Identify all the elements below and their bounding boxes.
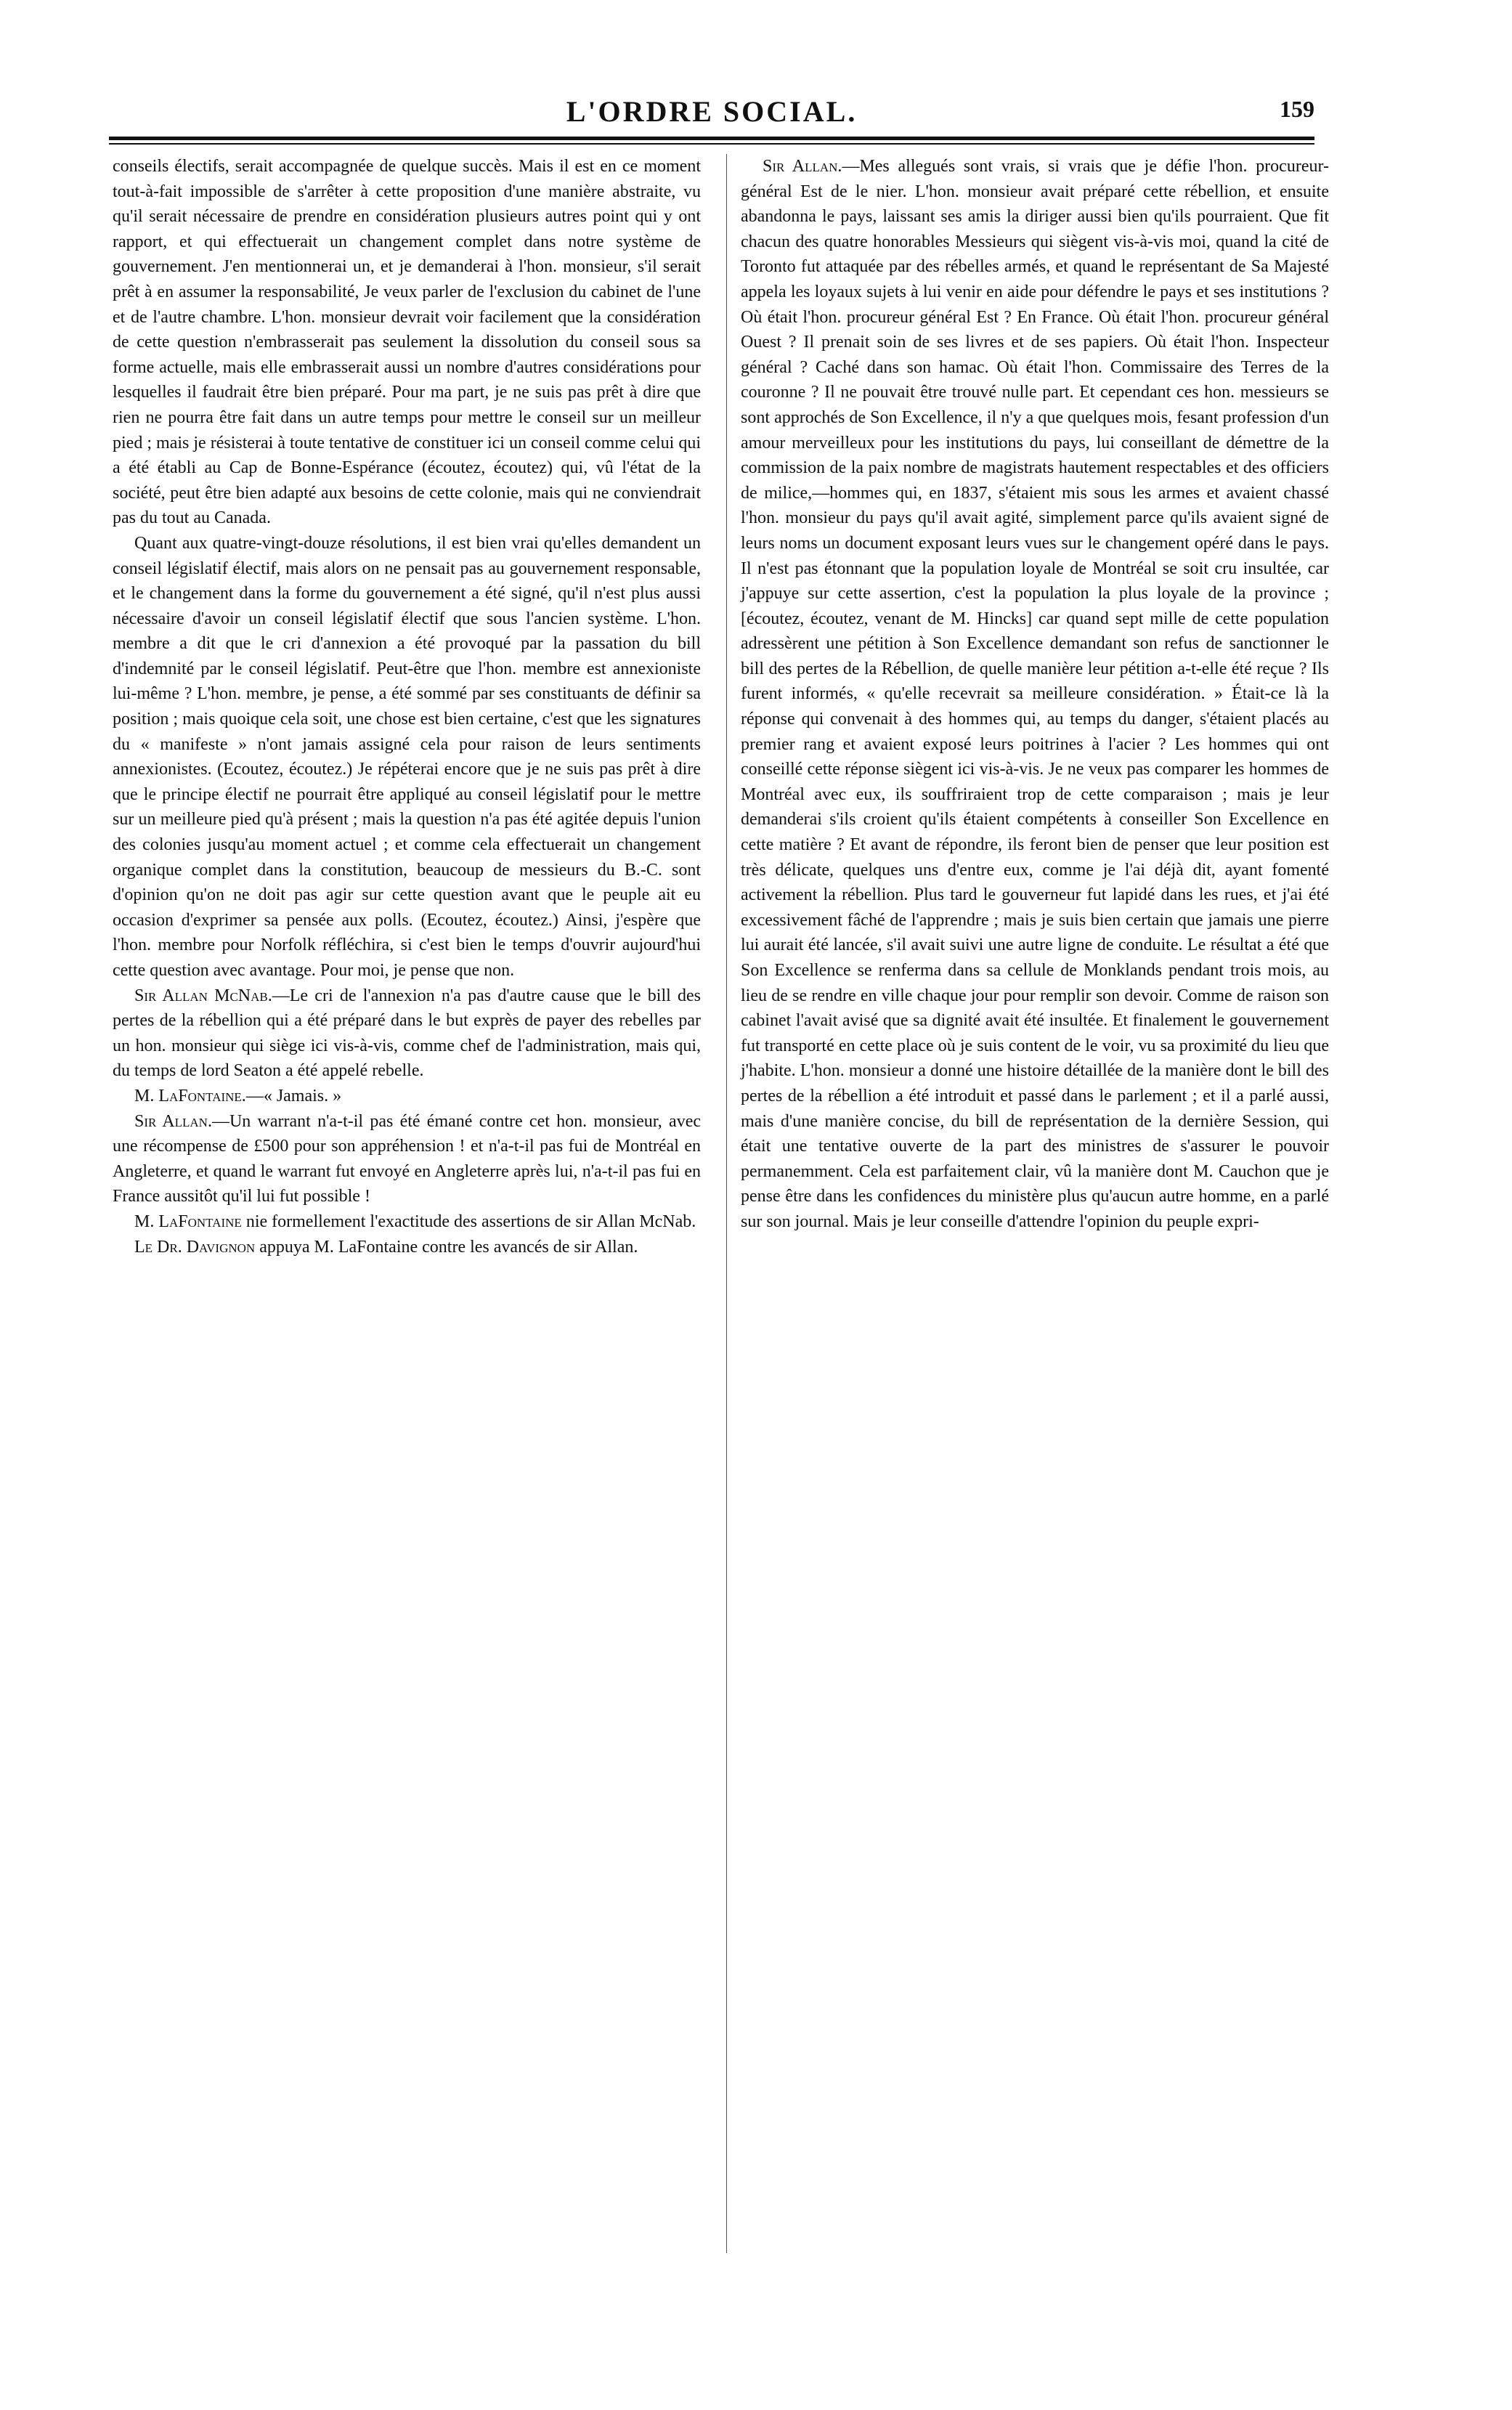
paragraph: conseils électifs, serait accompagnée de quelque succès. Mais il est en ce moment tout-à-fait impossible de s'arrêter à cette proposition d'une manière abstraite, vu qu'il serait nécessaire de prendre en considération plusieurs autres point qui y ont rapport, et qui effectuerait un changement complet dans notre système de gouvernement. J'en mentionnerai un, et je demanderai à l'hon. monsieur, s'il serait prêt à en assumer la responsabilité, Je veux parler de l'exclusion du cabinet de l'une et de l'autre chambre. L'hon. monsieur devrait voir facilement que la considération de cette question n'embrasserait pas seulement la dissolution du conseil sous sa forme actuelle, mais elle embrasserait aussi un nombre d'autres considérations pour lesquelles il faudrait être bien préparé. Pour ma part, je ne suis pas prêt à dire que rien ne pourra être fait dans un autre temps pour mettre le conseil sur un meilleur pied ; mais je résisterai à toute tentative de constituer ici un conseil comme celui qui a été établi au Cap de Bonne-Espérance (écoutez, écoutez) qui, vû l'état de la société, peut être bien adapté aux besoins de cette colonie, mais qui ne conviendrait pas du tout au Canada. <box>113 157 701 528</box>
left-column <box>113 154 701 1259</box>
speaker-name: M. LaFontaine <box>134 1212 242 1231</box>
paragraph <box>113 1235 701 1260</box>
right-column <box>741 154 1329 1235</box>
column-divider <box>726 154 727 2253</box>
speaker-name: Sir Allan. <box>763 157 842 176</box>
paragraph <box>741 154 1329 1235</box>
paragraph: Quant aux quatre-vingt-douze résolutions, il est bien vrai qu'elles demandent un conseil législatif électif, mais alors on ne pensait pas au gouvernement responsable, et le changement dans la forme du gouvernement a été signé, qu'il n'est plus aussi nécessaire d'avoir un conseil législatif électif que sous l'ancien système. L'hon. membre a dit que le cri d'annexion a été provoqué par la passation du bill d'indemnité par le conseil législatif. Peut-être que l'hon. membre est annexioniste lui-même ? L'hon. membre, je pense, a été sommé par ses constituants de définir sa position ; mais quoique cela soit, une chose est bien certaine, c'est que les signatures du « manifeste » n'ont jamais assigné cela pour raison de leurs sentiments annexionistes. (Ecoutez, écoutez.) Je répéterai encore que je ne suis pas prêt à dire que le principe électif ne pourrait être appliqué au conseil législatif pour le mettre sur un meilleure pied qu'à présent ; mais la question n'a pas été agitée depuis l'union des colonies jusqu'au moment actuel ; et comme cela effectuerait un changement organique complet dans la constitution, beaucoup de messieurs du B.-C. sont d'opinion qu'on ne doit pas agir sur cette question avant que le peuple ait eu occasion d'exprimer sa pensée aux polls. (Ecoutez, écoutez.) Ainsi, j'espère que l'hon. membre pour Norfolk réfléchira, si c'est bien le temps d'ouvrir aujourd'hui cette question avec avantage. Pour moi, je pense que non. <box>113 533 701 980</box>
speech-text: nie formellement l'exactitude des assertions de sir Allan McNab. <box>241 1212 696 1231</box>
header-rule-thin <box>109 143 1314 145</box>
page-number: 159 <box>1280 96 1314 122</box>
paragraph <box>113 1109 701 1209</box>
speaker-name: Le Dr. Davignon <box>134 1237 256 1257</box>
speech-text: —Un warrant n'a-t-il pas été émané contre cet hon. monsieur, avec une récompense de £500 pour son appréhension ! et n'a-t-il pas fui de Montréal en Angleterre, et quand le warrant fut envoyé en Angleterre après lui, n'a-t-il pas fui en France aussitôt qu'il lui fut possible ! <box>113 1111 701 1206</box>
speaker-name: Sir Allan. <box>134 1111 212 1131</box>
running-title: L'ORDRE SOCIAL. <box>566 95 858 128</box>
speech-text: —Le cri de l'annexion n'a pas d'autre cause que le bill des pertes de la rébellion qui a été préparé dans le but exprès de payer des rebelles par un hon. monsieur qui siège ici vis-à-vis, comme chef de l'administration, mais qui, du temps de lord Seaton a été appelé rebelle. <box>113 986 702 1081</box>
page-header <box>109 87 1314 138</box>
speech-text: —« Jamais. » <box>245 1086 342 1105</box>
header-rule-thick <box>109 137 1314 140</box>
paragraph <box>113 983 701 1084</box>
speech-text: appuya M. LaFontaine contre les avancés de sir Allan. <box>255 1237 638 1257</box>
paragraph <box>113 1209 701 1235</box>
speech-text: —Mes allegués sont vrais, si vrais que je défie l'hon. procureur-général Est de le nier. L'hon. monsieur avait préparé cette rébellion, et ensuite abandonna le pays, laissant ses amis la diriger aussi bien qu'ils pourraient. Que fit chacun des quatre honorables Messieurs qui siègent vis-à-vis moi, quand la cité de Toronto fut attaquée par des rébelles armés, et quand le représentant de Sa Majesté appela les loyaux sujets à lui venir en aide pour défendre le pays et ses institutions ? Où était l'hon. procureur général Est ? En France. Où était l'hon. procureur général Ouest ? Il prenait soin de ses livres et de ses papiers. Où était l'hon. Inspecteur général ? Caché dans son hamac. Où était l'hon. Commissaire des Terres de la couronne ? Il ne pouvait être trouvé nulle part. Et cependant ces hon. messieurs se sont approchés de Son Excellence, il n'y a que quelques mois, fesant profession d'un amour merveilleux pour les institutions du pays, lui conseillant de démettre de la commission de la paix nombre de magistrats hautement respectables et des officiers de milice,—hommes qui, en 1837, s'étaient mis sous les armes et avaient chassé l'hon. monsieur du pays qu'il avait agité, simplement parce qu'ils avaient signé de leurs noms un document exposant leurs vues sur le changement opéré dans le pays. Il n'est pas étonnant que la population loyale de Montréal se soit cru insultée, car j'appuye sur cette assertion, c'est la population la plus loyale de la province ; [écoutez, écoutez, venant de M. Hincks] car quand sept mille de cette population adressèrent une pétition à Son Excellence demandant son refus de sanctionner le bill des pertes de la Rébellion, de quelle manière leur pétition a-t-elle été reçue ? Ils furent informés, « qu'elle recevrait sa meilleure considération. » Était-ce là la réponse qui convenait à des hommes qui, au temps du danger, s'étaient placés au premier rang et avaient exposé leurs poitrines à l'acier ? Les hommes qui ont conseillé cette réponse siègent ici vis-à-vis. Je ne veux pas comparer les hommes de Montréal avec eux, ils souffriraient trop de cette comparaison ; mais je leur demanderai s'ils croient qu'ils étaient compétents à conseiller Son Excellence en cette matière ? Et avant de répondre, ils feront bien de penser que leur position est très délicate, quelques uns d'entre eux, comme je l'ai déjà dit, ayant fomenté activement la rébellion. Plus tard le gouverneur fut lapidé dans les rues, et j'ai été excessivement fâché de l'apprendre ; mais je suis bien certain que jamais une pierre lui aurait été lancée, s'il avait suivi une autre ligne de conduite. Le résultat a été que Son Excellence se renferma dans sa cellule de Monklands pendant trois mois, au lieu de se rendre en ville chaque jour pour remplir son devoir. Comme de raison son cabinet l'avait avisé que sa dignité avait été insultée. Et finalement le gouvernement fut transporté en cette place où je suis content de le voir, vu sa proximité du lieu que j'habite. L'hon. monsieur a donné une histoire détaillée de la manière dont le bill des pertes de la rébellion a été introduit et passé dans le parlement ; et il a parlé aussi, mais d'une manière concise, du bill de représentation de la dernière Session, qui était une tentative ouverte de la part des ministres de s'assurer le pouvoir permanemment. Cela est parfaitement clair, vû la manière dont M. Cauchon que je pense être dans les confidences du ministère plus qu'aucun autre homme, en a parlé sur son journal. Mais je leur conseille d'attendre l'opinion du peuple expri- <box>741 157 1329 1231</box>
speaker-name: M. LaFontaine. <box>134 1086 246 1105</box>
paragraph <box>113 1084 701 1109</box>
speaker-name: Sir Allan McNab. <box>134 986 272 1005</box>
